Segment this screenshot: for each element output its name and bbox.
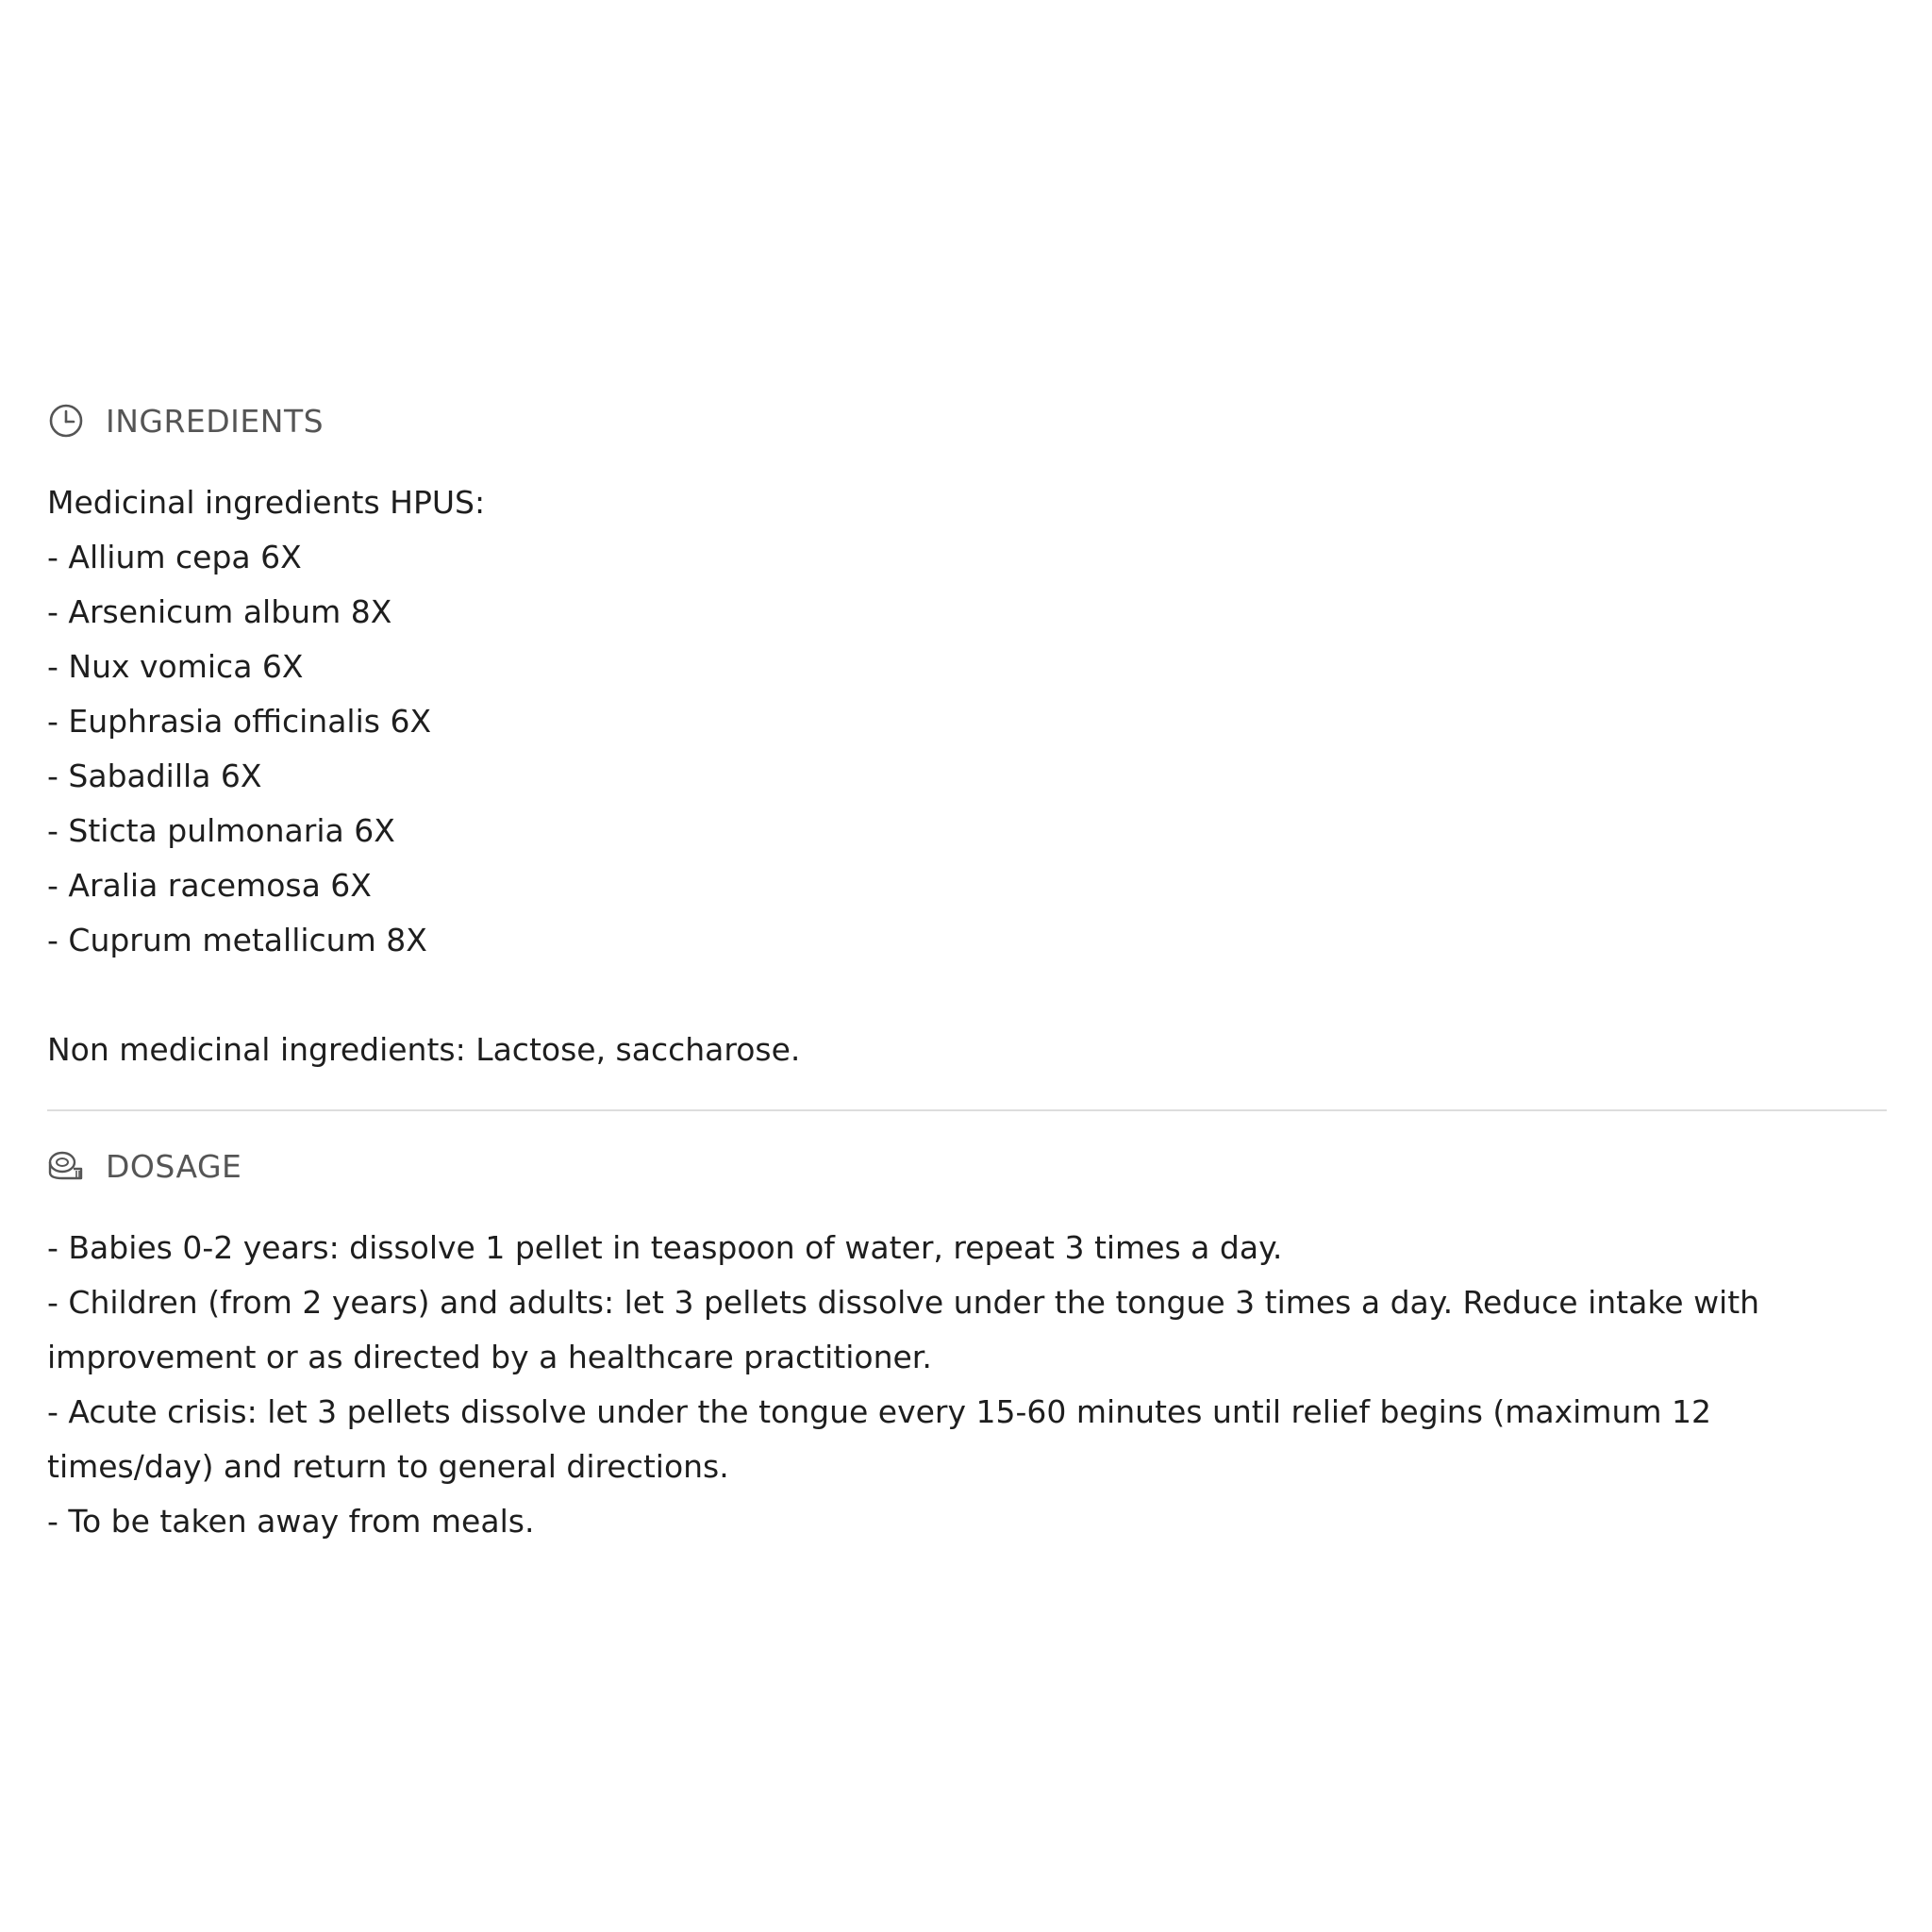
dosage-title: DOSAGE [106,1147,242,1185]
dosage-item: - Babies 0-2 years: dissolve 1 pellet in teaspoon of water, repeat 3 times a day. [47,1229,1283,1266]
section-divider [47,1109,1887,1111]
ingredient-item: - Nux vomica 6X [47,648,304,685]
ingredients-header[interactable] [47,394,1887,447]
non-medicinal-ingredients: Non medicinal ingredients: Lactose, saccharose. [47,1031,801,1068]
ingredient-item: - Euphrasia officinalis 6X [47,703,432,740]
ingredient-item: - Sticta pulmonaria 6X [47,812,395,849]
ingredients-section [47,394,1887,1077]
dosage-item: - To be taken away from meals. [47,1503,535,1540]
spacer [47,968,1887,1023]
clock-icon [47,402,85,440]
ingredients-title: INGREDIENTS [106,402,325,440]
dosage-header[interactable] [47,1140,1887,1192]
dosage-body [47,1221,1887,1549]
ingredients-body [47,475,1887,1077]
pill-bottle-icon [47,1147,85,1185]
ingredient-item: - Cuprum metallicum 8X [47,922,427,958]
dosage-item: - Acute crisis: let 3 pellets dissolve under the tongue every 15-60 minutes until relief begins (maximum 12 times/day) and return to general directions. [47,1393,1712,1485]
dosage-item: - Children (from 2 years) and adults: let 3 pellets dissolve under the tongue 3 times a day. Reduce intake with improvement or as directed by a healthcare practitioner. [47,1284,1760,1375]
ingredient-item: - Allium cepa 6X [47,539,302,575]
medicinal-heading: Medicinal ingredients HPUS: [47,484,486,521]
dosage-section [47,1140,1887,1549]
ingredient-item: - Sabadilla 6X [47,758,262,794]
ingredient-item: - Aralia racemosa 6X [47,867,372,904]
ingredient-item: - Arsenicum album 8X [47,593,392,630]
